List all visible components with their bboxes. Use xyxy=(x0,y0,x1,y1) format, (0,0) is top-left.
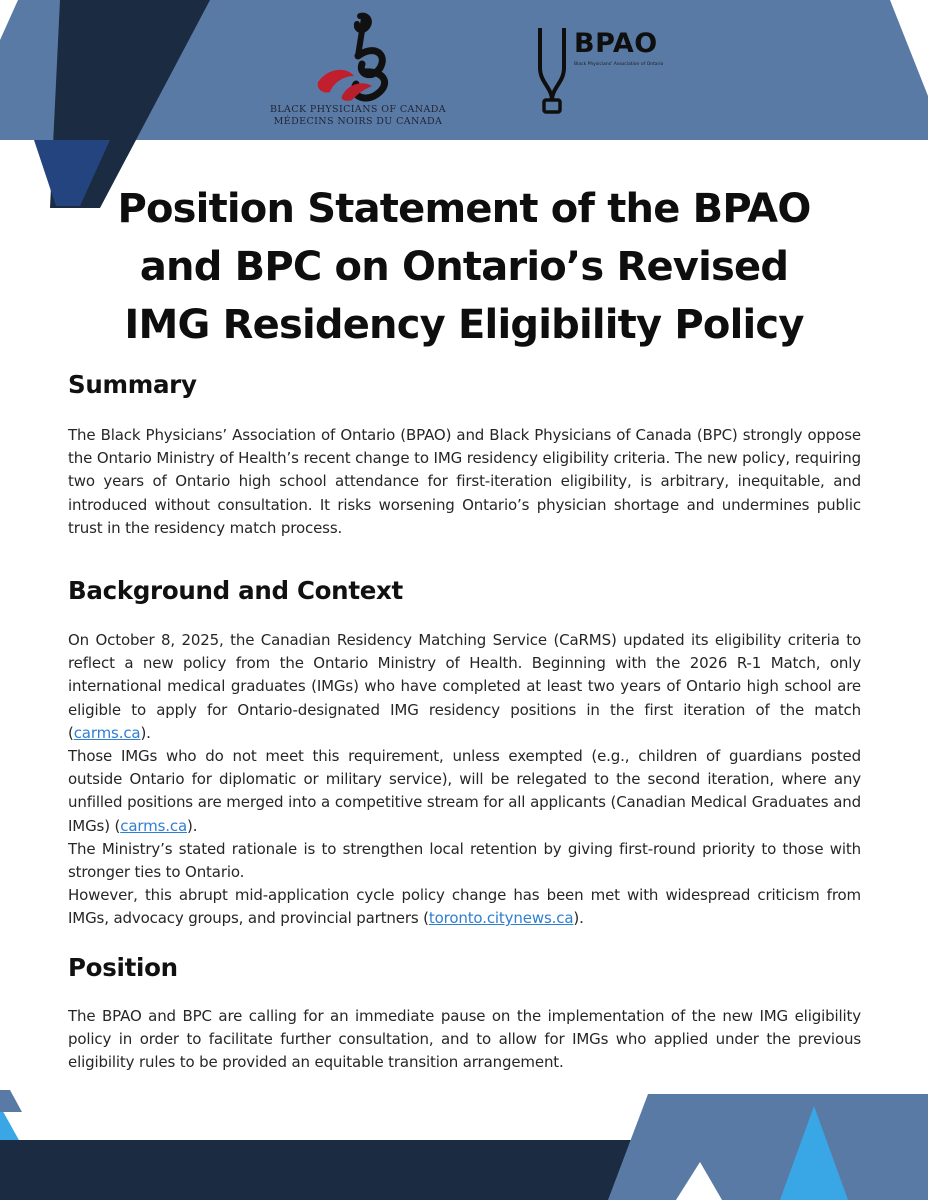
background-p4-text: However, this abrupt mid-application cycle policy change has been met with widespread criticism from IMGs, advocacy groups, and provincial partners ( xyxy=(68,886,861,928)
citynews-link[interactable]: toronto.citynews.ca xyxy=(428,909,574,928)
background-p3-text: The Ministry’s stated rationale is to strengthen local retention by giving first-round priority to those with stronger ties to Ontario. xyxy=(68,839,861,882)
page-title xyxy=(60,180,868,354)
carms-link-2[interactable]: carms.ca xyxy=(120,816,188,835)
position-heading: Position xyxy=(68,952,178,982)
bpao-logo xyxy=(534,26,694,116)
top-right-white-corner xyxy=(890,0,928,96)
title-line-2: and BPC on Ontario’s Revised xyxy=(139,244,789,290)
bpc-logo xyxy=(258,8,458,132)
background-p1-text: On October 8, 2025, the Canadian Residency Matching Service (CaRMS) updated its eligibility criteria to reflect a new policy from the Ontario Ministry of Health. Beginning with the 2026 R-1 Match, only international medical graduates (IMGs) who have completed at least two years of Ontario high school are eligible to apply for Ontario-designated IMG residency positions in the first iteration of the match ( xyxy=(68,631,861,742)
background-p1-after: ). xyxy=(140,723,151,742)
background-p4-after: ). xyxy=(573,909,584,928)
title-line-1: Position Statement of the BPAO xyxy=(117,186,811,232)
background-p2-after: ). xyxy=(187,816,198,835)
bpc-ribbon-b-icon xyxy=(302,10,412,102)
bpc-name-french: MÉDECINS NOIRS DU CANADA xyxy=(273,116,443,127)
background-paragraph-1 xyxy=(68,629,861,745)
background-paragraph-3 xyxy=(68,838,861,884)
position-section xyxy=(68,953,861,1075)
bpao-subtitle: Black Physicians' Association of Ontario xyxy=(574,62,664,67)
title-line-3: IMG Residency Eligibility Policy xyxy=(124,302,804,348)
background-section xyxy=(68,576,861,931)
footer-navy-band xyxy=(0,1140,660,1200)
top-left-white-corner xyxy=(0,0,18,40)
footer-decoration xyxy=(0,1090,928,1200)
bpc-name-english: BLACK PHYSICIANS OF CANADA xyxy=(269,104,447,115)
summary-paragraph: The Black Physicians’ Association of Ontario (BPAO) and Black Physicians of Canada (BPC) strongly oppose the Ontario Ministry of Health’s recent change to IMG residency eligibility criteria. The new policy, requiring two years of Ontario high school attendance for first-iteration eligibility, is arbitrary, inequitable, and introduced without consultation. It risks worsening Ontario’s physician shortage and undermines public trust in the residency match process. xyxy=(68,426,861,537)
summary-heading: Summary xyxy=(68,370,197,399)
document-body xyxy=(68,360,861,1074)
bpao-wordmark: BPAO xyxy=(574,28,658,59)
background-p2-text: Those IMGs who do not meet this requirement, unless exempted (e.g., children of guardians posted outside Ontario for diplomatic or military service), will be relegated to the second iteration, where any unfilled positions are merged into a competitive stream for all applicants (Canadian Medical Graduates and IMGs) ( xyxy=(68,747,861,835)
summary-section xyxy=(68,370,861,540)
background-heading: Background and Context xyxy=(68,576,403,606)
footer-left-slate xyxy=(0,1090,22,1112)
footer-right-slate xyxy=(608,1094,928,1200)
stethoscope-icon xyxy=(534,26,574,114)
background-paragraph-2 xyxy=(68,745,861,838)
background-paragraph-4 xyxy=(68,884,861,930)
position-paragraph: The BPAO and BPC are calling for an immediate pause on the implementation of the new IMG eligibility policy in order to facilitate further consultation, and to allow for IMGs who applied under the previous eligibility rules to be provided an equitable transition arrangement. xyxy=(68,1006,861,1072)
carms-link-1[interactable]: carms.ca xyxy=(73,723,141,742)
